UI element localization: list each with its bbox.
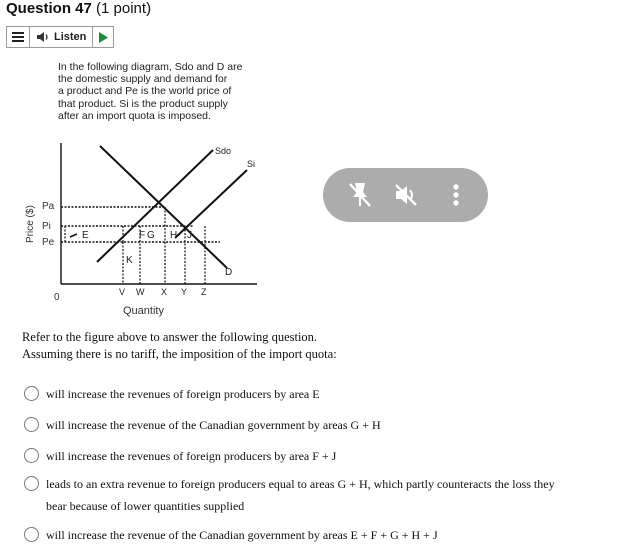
area-label-k: K (126, 255, 133, 266)
area-label-h: H (170, 230, 178, 241)
description-line: a product and Pe is the world price of (58, 85, 232, 98)
q-label-y: Y (181, 287, 188, 297)
option-text: will increase the revenue of the Canadian government by areas G + H (46, 418, 381, 432)
option-text: will increase the revenues of foreign producers by area F + J (46, 449, 337, 463)
answer-option[interactable] (24, 386, 566, 405)
question-header (6, 0, 151, 17)
price-label-pi: Pi (42, 221, 51, 232)
q-label-x: X (161, 287, 168, 297)
speaker-icon (36, 31, 50, 43)
listen-toolbar (6, 26, 114, 48)
radio-button[interactable] (24, 417, 39, 432)
mute-icon[interactable] (392, 181, 420, 209)
price-label-pa: Pa (42, 201, 55, 212)
d-label: D (225, 267, 233, 278)
area-label-e: E (82, 230, 89, 241)
option-text: leads to an extra revenue to foreign producers equal to areas G + H, which partly counteracts the loss they bear because of lower quantities supplied (46, 477, 555, 513)
radio-button[interactable] (24, 448, 39, 463)
supply-demand-diagram (15, 138, 275, 323)
pin-off-icon[interactable] (347, 181, 373, 209)
prompt-line: Refer to the figure above to answer the following question. (22, 330, 318, 344)
question-prompt (22, 329, 337, 363)
q-label-w: W (136, 287, 145, 297)
listen-button[interactable] (30, 27, 93, 47)
option-text: will increase the revenues of foreign producers by area E (46, 387, 320, 401)
radio-button[interactable] (24, 527, 39, 542)
video-overlay-controls (323, 168, 488, 222)
listen-label: Listen (54, 31, 87, 43)
area-label-f: F (139, 230, 146, 241)
area-label-g: G (147, 230, 155, 241)
more-vertical-icon[interactable] (451, 181, 461, 209)
area-label-j: J (187, 230, 192, 241)
prompt-line: Assuming there is no tariff, the imposition of the import quota: (22, 347, 337, 361)
description-line: In the following diagram, Sdo and D are (58, 61, 243, 73)
figure-description (58, 61, 298, 122)
radio-button[interactable] (24, 386, 39, 401)
question-title: Question 47 (6, 0, 92, 17)
y-axis-label: Price ($) (25, 205, 36, 243)
description-line: the domestic supply and demand for (58, 73, 228, 86)
q-label-z: Z (201, 287, 207, 297)
answer-option[interactable] (24, 476, 566, 517)
si-label: Si (247, 159, 256, 169)
answer-option[interactable] (24, 448, 566, 467)
x-axis-label: Quantity (123, 305, 164, 317)
q-label-v: V (119, 287, 126, 297)
sdo-label: Sdo (215, 146, 232, 156)
price-label-pe: Pe (42, 237, 55, 248)
option-text: will increase the revenue of the Canadian government by areas E + F + G + H + J (46, 528, 438, 542)
sdo-curve (97, 150, 213, 262)
si-curve (175, 170, 247, 238)
description-line: that product. Si is the product supply (58, 97, 228, 110)
play-button[interactable] (93, 27, 113, 47)
answer-option[interactable] (24, 527, 566, 546)
play-icon (98, 32, 108, 43)
area-e-arrow (70, 234, 77, 237)
radio-button[interactable] (24, 476, 39, 491)
origin-label: 0 (54, 292, 60, 303)
hamburger-icon[interactable] (7, 27, 30, 47)
answer-option[interactable] (24, 417, 566, 436)
question-points: (1 point) (96, 0, 152, 17)
description-line: after an import quota is imposed. (58, 109, 211, 122)
